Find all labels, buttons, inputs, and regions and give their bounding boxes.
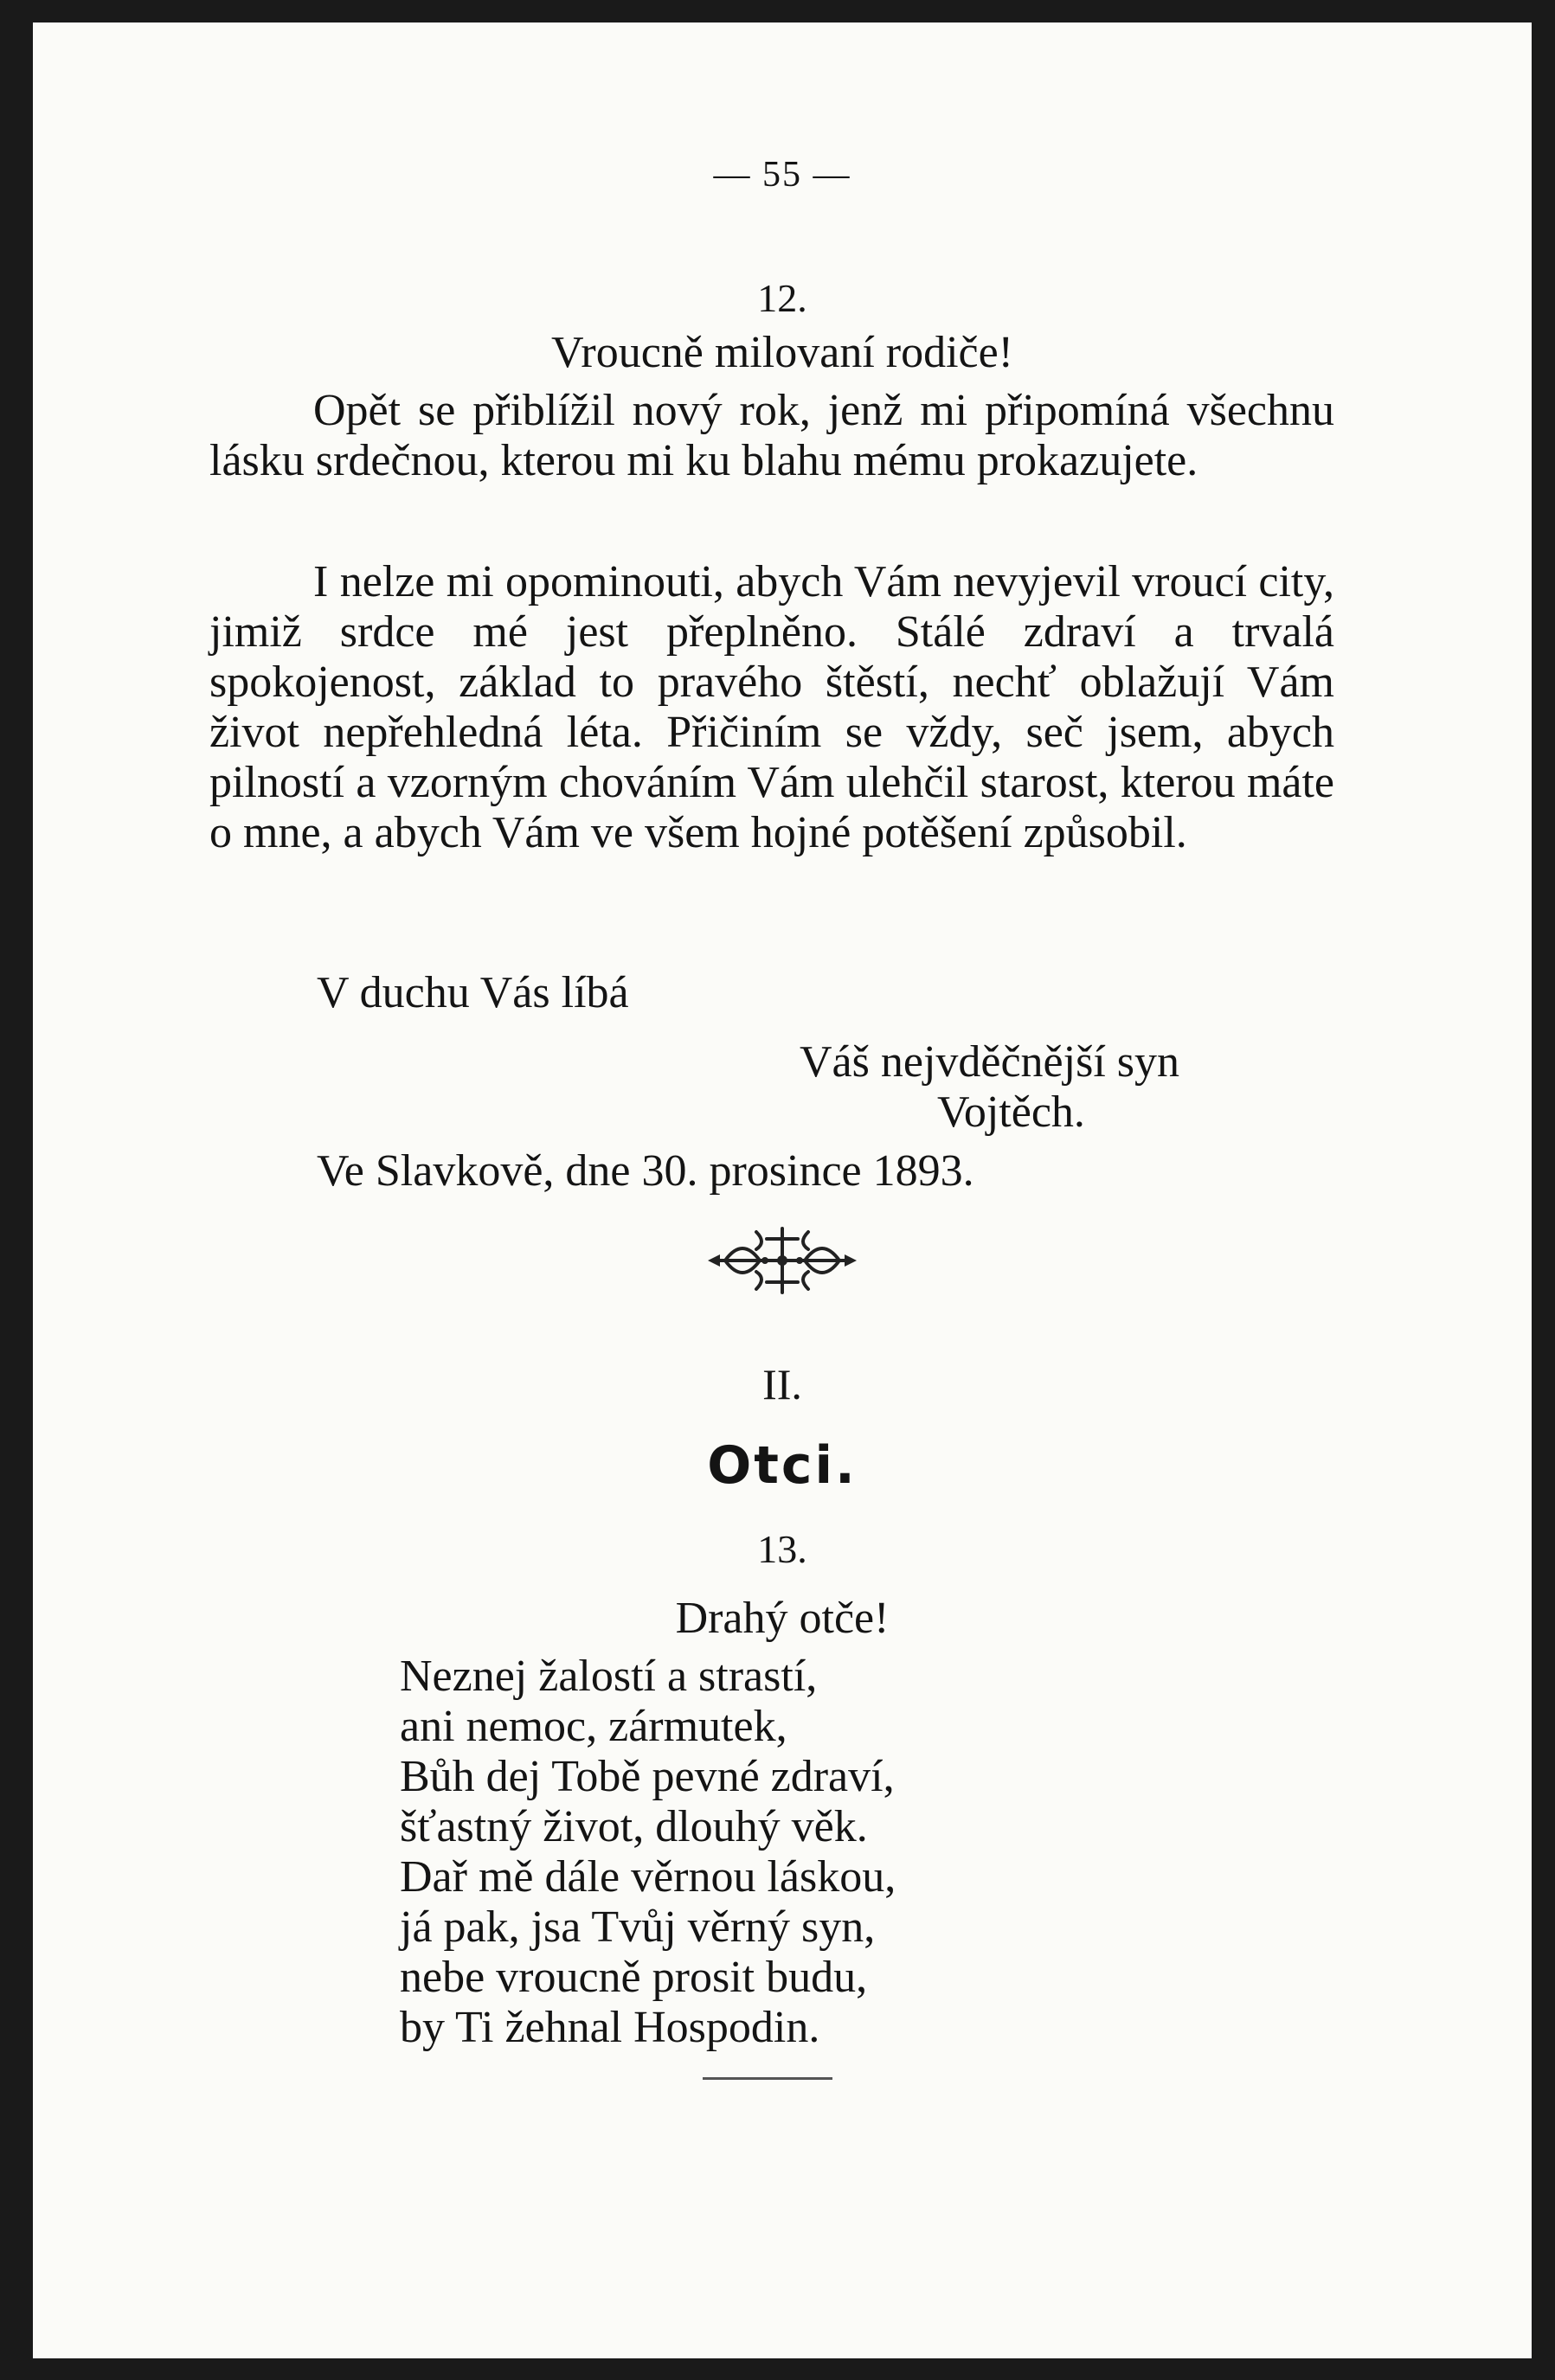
poem-line: Bůh dej Tobě pevné zdraví, (400, 1752, 895, 1801)
book-page (33, 22, 1532, 2358)
letter-salutation: Vroucně milovaní rodiče! (550, 328, 1013, 377)
letter-paragraph: I nelze mi opominouti, abych Vám nevyjevil vroucí city, jimiž srdce mé jest přeplněno. Stálé zdraví a trvalá spokojenost, základ to pravého štěstí, nechť oblažují Vám život nepřehledná léta. Přičiním se vždy, seč jsem, abych pilností a vzorným chováním Vám ulehčil starost, kterou máte o mne, a abych Vám ve všem hojné potěšení způsobil. (209, 557, 1334, 857)
poem-line: ani nemoc, zármutek, (400, 1702, 787, 1751)
letter-number: 12. (757, 276, 807, 320)
poem-line: nebe vroucně prosit budu, (400, 1953, 868, 2002)
poem (400, 1652, 896, 2053)
ornament-icon (33, 1222, 1532, 1299)
page-number: — 55 — (713, 155, 851, 195)
section-heading: Otci. (707, 1435, 858, 1496)
poem-line: Neznej žalostí a strastí, (400, 1652, 818, 1701)
place-date: Ve Slavkově, dne 30. prosince 1893. (317, 1146, 974, 1196)
divider (703, 2077, 832, 2080)
poem-line: já pak, jsa Tvůj věrný syn, (400, 1902, 876, 1952)
signature-name: Vojtěch. (937, 1087, 1085, 1137)
chapter-number: II. (762, 1360, 802, 1408)
poem-line: Dař mě dále věrnou láskou, (400, 1852, 896, 1902)
poem-line: šťastný život, dlouhý věk. (400, 1802, 868, 1851)
letter-paragraph: Opět se přiblížil nový rok, jenž mi připomíná všechnu lásku srdečnou, kterou mi ku blahu mému prokazujete. (209, 386, 1334, 485)
letter-salutation: Drahý otče! (675, 1594, 890, 1643)
signature-line: Váš nejvděčnější syn (800, 1037, 1180, 1087)
poem-line: by Ti žehnal Hospodin. (400, 2003, 820, 2052)
letter-number: 13. (757, 1527, 807, 1571)
letter-closing: V duchu Vás líbá (317, 968, 629, 1017)
